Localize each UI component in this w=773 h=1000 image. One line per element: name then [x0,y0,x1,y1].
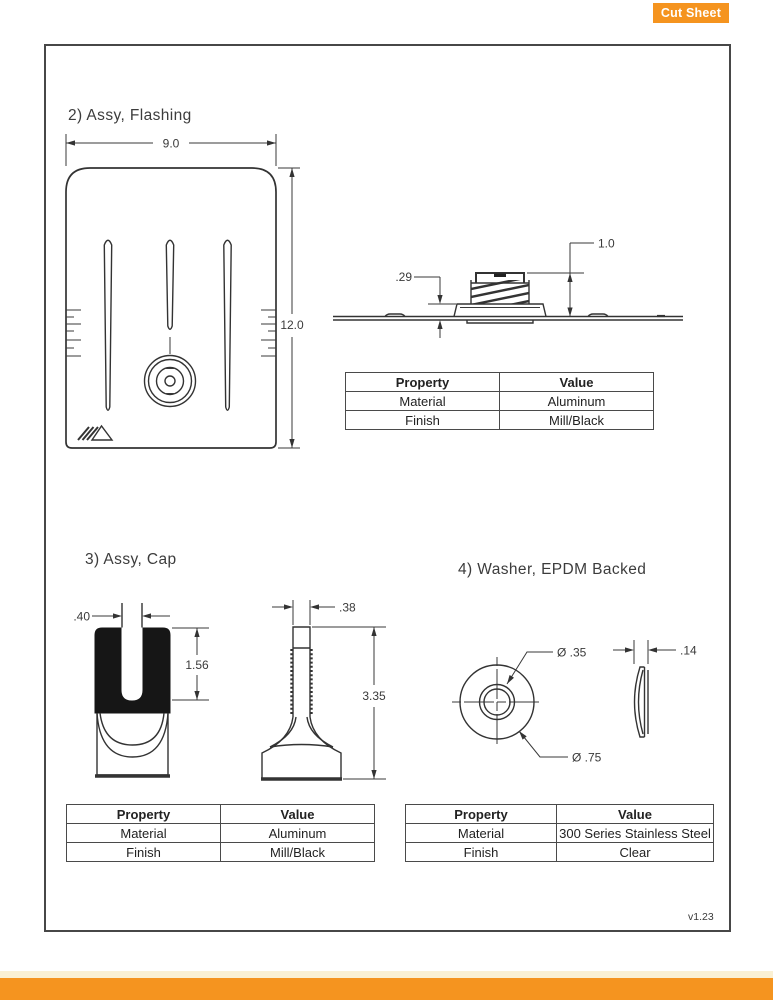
flashing-mount-boss [145,356,196,407]
spec-cell: Aluminum [221,824,375,843]
boss-height-dim-label: 1.0 [598,236,615,251]
spec-cell: Finish [67,843,221,862]
cap-front-drawing [60,595,220,790]
washer-outer-dia-label: Ø .75 [572,750,602,765]
washer-thickness-dimension [613,640,697,664]
cap-slot-depth-dimension [172,628,209,700]
spec-cell: Finish [346,411,500,430]
cap-slot-cutout [122,628,142,700]
flashing-spec-table [345,372,654,430]
cap-side-drawing [240,595,405,790]
spec-cell: Material [346,392,500,411]
cap-slot-width-dim-label: .40 [73,609,90,624]
flashing-width-dim-label: 9.0 [162,136,180,151]
cap-slot-depth-dim-label: 1.56 [185,658,209,672]
cut-sheet-badge: Cut Sheet [653,3,729,23]
spec-cell: 300 Series Stainless Steel [557,824,714,843]
cap-height-dim-label: 3.35 [362,689,386,703]
washer-front-view [452,657,542,747]
flashing-front-drawing [55,130,315,460]
spec-cell: Mill/Black [500,411,654,430]
cap-height-dimension [312,627,386,779]
edge-gauge-ticks [66,310,276,356]
flashing-width-dimension [66,134,276,166]
value-header-cell: Value [500,373,654,392]
flashing-profile-drawing [330,230,690,345]
flashing-height-dim-label: 12.0 [280,318,304,332]
property-header-cell: Property [406,805,557,824]
washer-section-title: 4) Washer, EPDM Backed [458,561,647,578]
mount-boss-profile [454,273,546,323]
cap-side-profile [261,627,342,779]
spec-cell: Finish [406,843,557,862]
brand-logo-mark [78,426,112,440]
flashing-section-title: 2) Assy, Flashing [68,107,192,124]
washer-outer-dia-dimension [519,731,602,765]
cap-spec-table [66,804,375,862]
washer-side-view [635,667,649,737]
spec-cell: Material [406,824,557,843]
base-height-dimension [395,270,456,338]
cap-stem-width-dim-label: .38 [339,600,356,615]
cap-section-title: 3) Assy, Cap [85,551,177,568]
washer-spec-table [405,804,714,862]
flashing-height-dimension [278,168,304,448]
cap-stem-width-dimension [272,600,356,625]
spec-cell: Material [67,824,221,843]
version-label: v1.23 [688,911,714,923]
property-header-cell: Property [346,373,500,392]
spec-cell: Clear [557,843,714,862]
washer-inner-dia-dimension [507,646,587,685]
cap-skirt-front [95,713,170,776]
property-header-cell: Property [67,805,221,824]
spec-cell: Mill/Black [221,843,375,862]
footer-accent-bar [0,978,773,1000]
washer-thickness-dim-label: .14 [680,643,697,658]
value-header-cell: Value [221,805,375,824]
washer-drawing [430,620,720,790]
washer-inner-dia-label: Ø .35 [557,645,587,660]
drive-notch [494,274,506,278]
flashing-plate-profile [333,314,683,320]
value-header-cell: Value [557,805,714,824]
spec-cell: Aluminum [500,392,654,411]
footer-cream-strip [0,971,773,978]
base-height-dim-label: .29 [395,270,412,284]
